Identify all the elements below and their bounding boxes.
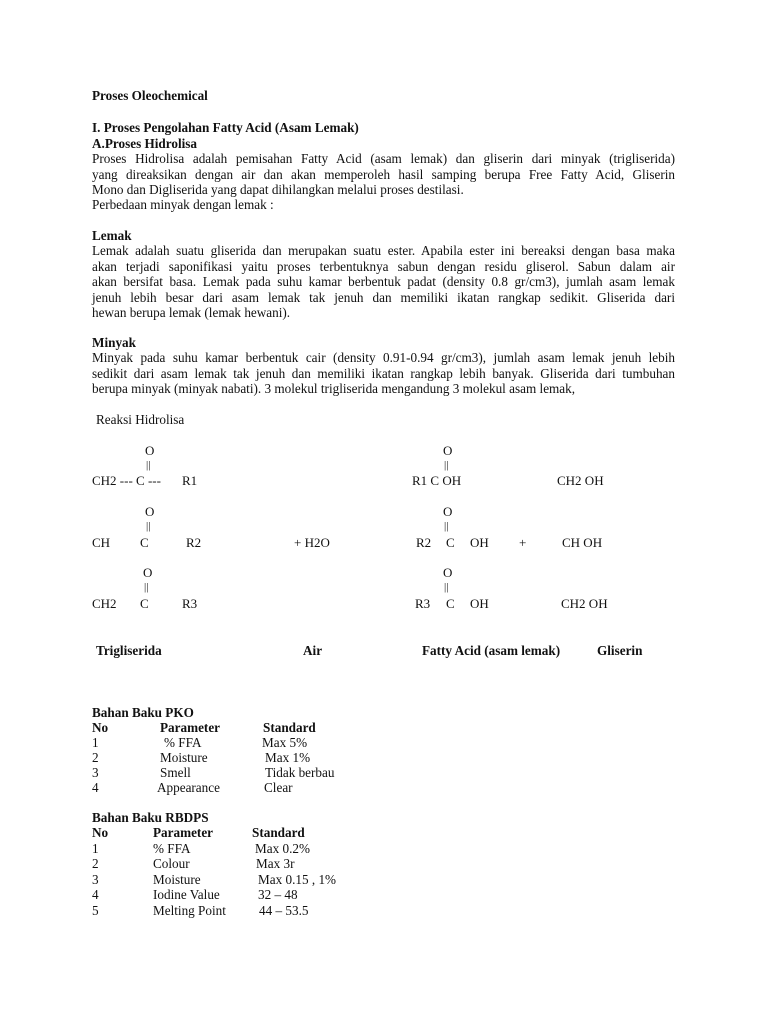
pko-cell-no: 2	[92, 750, 99, 765]
pko-heading: Bahan Baku PKO	[92, 705, 194, 720]
r1-group: R1	[182, 473, 198, 488]
pko-cell-parameter: Appearance	[157, 780, 220, 795]
fatty-acid-r3: R3	[415, 596, 431, 611]
rbdps-cell-no: 1	[92, 841, 99, 856]
rbdps-header-no: No	[92, 825, 109, 840]
rbdps-cell-parameter: Moisture	[153, 872, 201, 887]
double-bond: ||	[146, 459, 151, 471]
pko-cell-standard: Max 5%	[262, 735, 308, 750]
paragraph-line: akan bersifat basa. Lemak pada suhu kamar berbentuk padat (density 0.8 gr/cm3), jumlah asam lemak	[92, 274, 675, 290]
r3-group: R3	[182, 596, 198, 611]
paragraph-line: akan terjadi saponifikasi yaitu proses terbentuknya sabun dengan residu gliserol. Sabun dalam air	[92, 258, 675, 274]
minyak-paragraph	[92, 350, 675, 397]
rbdps-cell-parameter: Colour	[153, 856, 190, 871]
document-title: Proses Oleochemical	[92, 88, 208, 103]
oxygen-atom: O	[443, 443, 453, 458]
paragraph-line: yang direaksikan dengan air dan akan memperoleh hasil samping berupa Free Fatty Acid, Gliserin	[92, 166, 675, 182]
paragraph-line: Minyak pada suhu kamar berbentuk cair (density 0.91-0.94 gr/cm3), jumlah asam lemak jenuh lebih	[92, 350, 675, 365]
water-term: + H2O	[294, 535, 330, 550]
rbdps-cell-parameter: Iodine Value	[153, 887, 220, 902]
rbdps-cell-standard: Max 0.15 , 1%	[258, 872, 337, 887]
trigliserida-row1: CH2 --- C ---	[92, 473, 161, 488]
rbdps-cell-no: 5	[92, 903, 99, 918]
pko-cell-no: 4	[92, 780, 99, 795]
paragraph-line: sedikit dari asam lemak tak jenuh dan memiliki ikatan rangkap lebih banyak. Gliserida dari tumbuhan	[92, 365, 675, 381]
trigliserida-ch2: CH2	[92, 596, 117, 611]
comparison-line: Perbedaan minyak dengan lemak :	[92, 197, 274, 212]
oxygen-atom: O	[443, 504, 453, 519]
oxygen-atom: O	[443, 565, 453, 580]
rbdps-cell-standard: Max 3r	[256, 856, 295, 871]
double-bond: ||	[444, 520, 449, 532]
label-trigliserida: Trigliserida	[96, 643, 162, 658]
paragraph-line: Lemak adalah suatu gliserida dan merupakan suatu ester. Apabila ester ini bereaksi dengan basa maka	[92, 243, 675, 258]
pko-cell-parameter: % FFA	[164, 735, 202, 750]
rbdps-cell-parameter: % FFA	[153, 841, 191, 856]
pko-header-standard: Standard	[263, 720, 316, 735]
paragraph-line: Proses Hidrolisa adalah pemisahan Fatty Acid (asam lemak) dan gliserin dari minyak (trigliserida)	[92, 151, 675, 166]
pko-header-parameter: Parameter	[160, 720, 221, 735]
rbdps-header-standard: Standard	[252, 825, 305, 840]
double-bond: ||	[144, 581, 149, 593]
pko-cell-standard: Tidak berbau	[265, 765, 335, 780]
paragraph-line: Mono dan Digliserida yang dapat dihilangkan melalui proses destilasi.	[92, 182, 464, 198]
pko-cell-standard: Max 1%	[265, 750, 311, 765]
oxygen-atom: O	[145, 504, 155, 519]
pko-header-no: No	[92, 720, 109, 735]
subsection-heading: A.Proses Hidrolisa	[92, 136, 198, 151]
plus-sign: +	[519, 535, 527, 550]
rbdps-header-parameter: Parameter	[153, 825, 214, 840]
lemak-heading: Lemak	[92, 228, 132, 243]
gliserin-row2: CH OH	[562, 535, 603, 550]
rbdps-cell-parameter: Melting Point	[153, 903, 226, 918]
rbdps-cell-standard: Max 0.2%	[255, 841, 310, 856]
pko-cell-no: 1	[92, 735, 99, 750]
rbdps-cell-standard: 32 – 48	[258, 887, 298, 902]
pko-cell-parameter: Smell	[160, 765, 191, 780]
trigliserida-ch: CH	[92, 535, 111, 550]
paragraph-line: berupa minyak (minyak nabati). 3 molekul trigliserida mengandung 3 molekul asam lemak,	[92, 381, 576, 397]
oxygen-atom: O	[145, 443, 155, 458]
hidrolisa-paragraph	[92, 151, 675, 198]
double-bond: ||	[146, 520, 151, 532]
hydroxyl-group: OH	[470, 596, 489, 611]
minyak-heading: Minyak	[92, 335, 136, 350]
paragraph-line: hewan berupa lemak (lemak hewani).	[92, 305, 291, 321]
reaction-title: Reaksi Hidrolisa	[96, 412, 185, 427]
carbon-atom: C	[446, 596, 455, 611]
paragraph-line: jenuh lebih besar dari asam lemak tak jenuh dan memiliki ikatan rangkap sedikit. Gliserida dari	[92, 289, 675, 305]
r2-group: R2	[186, 535, 202, 550]
rbdps-cell-no: 3	[92, 872, 99, 887]
carbon-atom: C	[140, 535, 149, 550]
label-air: Air	[303, 643, 323, 658]
carbon-atom: C	[140, 596, 149, 611]
label-gliserin: Gliserin	[597, 643, 643, 658]
fatty-acid-r2: R2	[416, 535, 432, 550]
oxygen-atom: O	[143, 565, 153, 580]
fatty-acid-row1: R1 C OH	[412, 473, 462, 488]
lemak-paragraph	[92, 243, 675, 321]
hydroxyl-group: OH	[470, 535, 489, 550]
rbdps-cell-no: 2	[92, 856, 99, 871]
rbdps-cell-standard: 44 – 53.5	[259, 903, 309, 918]
gliserin-row1: CH2 OH	[557, 473, 604, 488]
gliserin-row3: CH2 OH	[561, 596, 608, 611]
rbdps-heading: Bahan Baku RBDPS	[92, 810, 209, 825]
pko-cell-standard: Clear	[264, 780, 293, 795]
rbdps-cell-no: 4	[92, 887, 99, 902]
section-heading: I. Proses Pengolahan Fatty Acid (Asam Lemak)	[92, 120, 359, 135]
pko-cell-parameter: Moisture	[160, 750, 208, 765]
pko-cell-no: 3	[92, 765, 99, 780]
double-bond: ||	[444, 581, 449, 593]
carbon-atom: C	[446, 535, 455, 550]
double-bond: ||	[444, 459, 449, 471]
label-fatty-acid: Fatty Acid (asam lemak)	[422, 643, 561, 658]
